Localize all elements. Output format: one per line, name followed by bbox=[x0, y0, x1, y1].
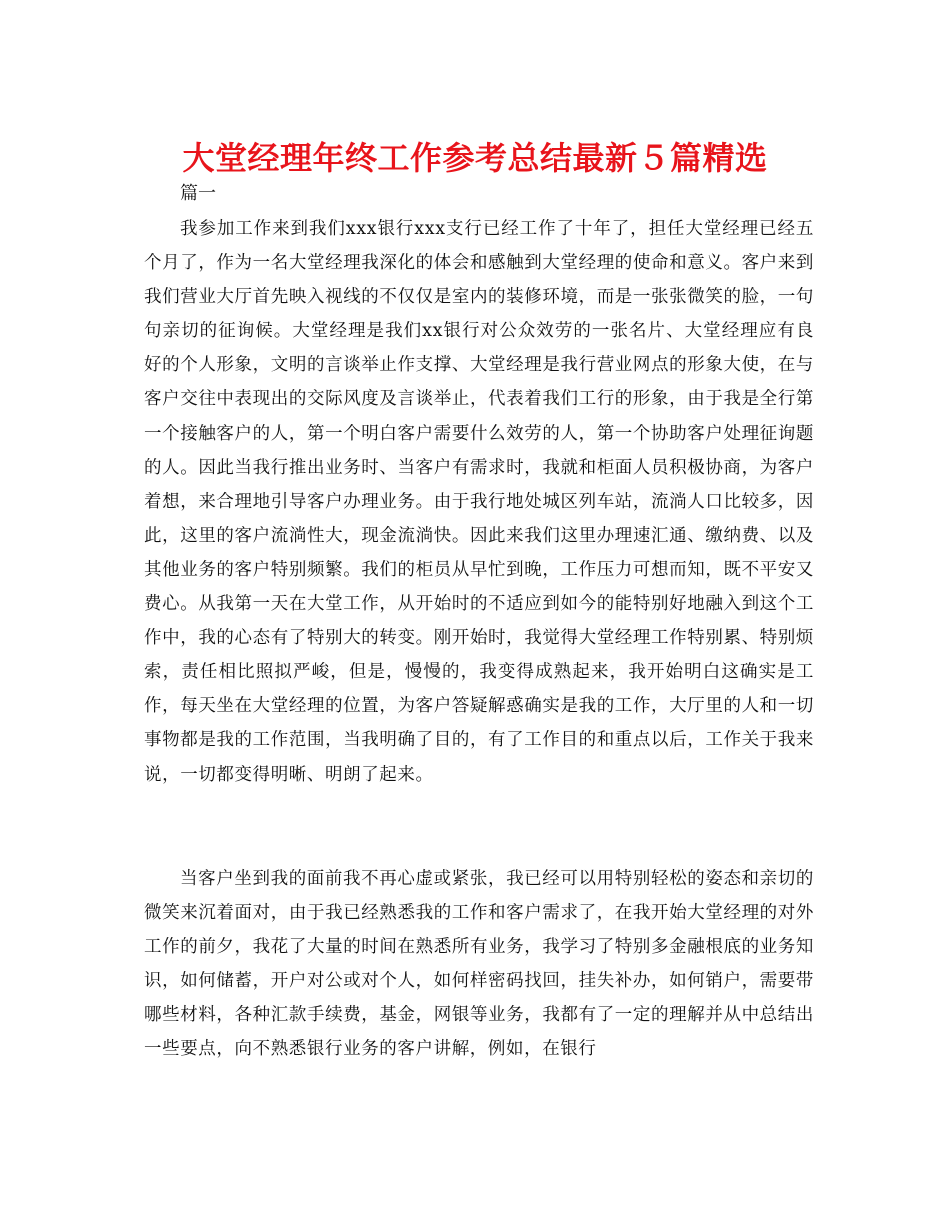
body-paragraph-2: 当客户坐到我的面前我不再心虚或紧张，我已经可以用特别轻松的姿态和亲切的微笑来沉着面对，由于我已经熟悉我的工作和客户需求了，在我开始大堂经理的对外工作的前夕，我花了大量的时间在熟悉所有业务，我学习了特别多金融根底的业务知识，如何储蓄，开户对公或对个人，如何样密码找回，挂失补办，如何销户，需要带哪些材料，各种汇款手续费，基金，网银等业务，我都有了一定的理解并从中总结出一些要点，向不熟悉银行业务的客户讲解，例如，在银行 bbox=[144, 869, 814, 1060]
section-label: 篇一 bbox=[180, 183, 216, 204]
document-title: 大堂经理年终工作参考总结最新５篇精选 bbox=[182, 139, 768, 177]
body-paragraph-1: 我参加工作来到我们xxx银行xxx支行已经工作了十年了，担任大堂经理已经五个月了，作为一名大堂经理我深化的体会和感触到大堂经理的使命和意义。客户来到我们营业大厅首先映入视线的不仅仅是室内的装修环境，而是一张张微笑的脸，一句句亲切的征询候。大堂经理是我们xx银行对公众效劳的一张名片、大堂经理应有良好的个人形象，文明的言谈举止作支撑、大堂经理是我行营业网点的形象大使，在与客户交往中表现出的交际风度及言谈举止，代表着我们工行的形象，由于我是全行第一个接触客户的人，第一个明白客户需要什么效劳的人，第一个协助客户处理征询题的人。因此当我行推出业务时、当客户有需求时，我就和柜面人员积极协商，为客户着想，来合理地引导客户办理业务。由于我行地处城区列车站，流淌人口比较多，因此，这里的客户流淌性大，现金流淌快。因此来我们这里办理速汇通、缴纳费、以及其他业务的客户特别频繁。我们的柜员从早忙到晚，工作压力可想而知，既不平安又费心。从我第一天在大堂工作，从开始时的不适应到如今的能特别好地融入到这个工作中，我的心态有了特别大的转变。刚开始时，我觉得大堂经理工作特别累、特别烦索，责任相比照拟严峻，但是，慢慢的，我变得成熟起来，我开始明白这确实是工作，每天坐在大堂经理的位置，为客户答疑解惑确实是我的工作，大厅里的人和一切事物都是我的工作范围，当我明确了目的，有了工作目的和重点以后，工作关于我来说，一切都变得明晰、明朗了起来。 bbox=[144, 219, 814, 785]
